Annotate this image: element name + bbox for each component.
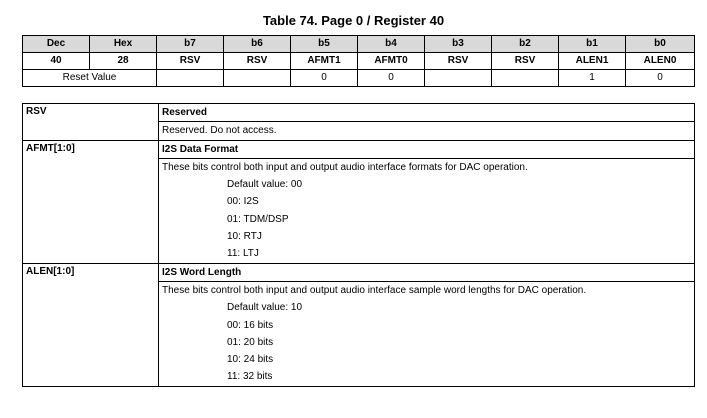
value-cell: ALEN0 <box>626 53 695 70</box>
value-cell: 40 <box>23 53 90 70</box>
value-cell: AFMT0 <box>358 53 425 70</box>
header-cell: b6 <box>224 36 291 53</box>
reset-value-cell <box>425 70 492 87</box>
field-row-afmt <box>23 140 695 263</box>
header-cell: b2 <box>492 36 559 53</box>
field-detail: 00: 16 bits <box>227 319 274 331</box>
header-cell: Dec <box>23 36 90 53</box>
field-name: RSV <box>23 104 159 141</box>
field-description-table <box>22 103 695 387</box>
value-cell: RSV <box>425 53 492 70</box>
reset-value-cell <box>492 70 559 87</box>
reset-value-cell: 0 <box>291 70 358 87</box>
header-cell: b4 <box>358 36 425 53</box>
field-name: AFMT[1:0] <box>23 140 159 263</box>
field-detail: Default value: 00 <box>227 179 303 191</box>
reset-value-cell: 1 <box>559 70 626 87</box>
header-cell: b5 <box>291 36 358 53</box>
header-cell: b1 <box>559 36 626 53</box>
field-title: Reserved <box>162 107 208 118</box>
header-cell: b7 <box>157 36 224 53</box>
field-name: ALEN[1:0] <box>23 263 159 386</box>
reset-value-row <box>23 70 695 87</box>
field-detail: 01: 20 bits <box>227 336 274 348</box>
field-description: These bits control both input and output audio interface formats for DAC operation. <box>159 158 694 176</box>
reset-value-label: Reset Value <box>23 70 157 87</box>
field-detail: 11: 32 bits <box>227 371 273 383</box>
register-header-row <box>23 36 695 53</box>
field-detail: 10: 24 bits <box>227 354 274 366</box>
field-description: Reserved. Do not access. <box>159 121 694 139</box>
field-row-alen <box>23 263 695 386</box>
field-detail: 11: LTJ <box>227 248 259 260</box>
value-cell: RSV <box>224 53 291 70</box>
value-cell: AFMT1 <box>291 53 358 70</box>
value-cell: ALEN1 <box>559 53 626 70</box>
reset-value-cell <box>224 70 291 87</box>
reset-value-cell <box>157 70 224 87</box>
field-detail: 10: RTJ <box>227 231 262 243</box>
register-table <box>22 35 695 87</box>
header-cell: b3 <box>425 36 492 53</box>
field-detail: 00: I2S <box>227 196 259 208</box>
value-cell: 28 <box>90 53 157 70</box>
header-cell: Hex <box>90 36 157 53</box>
field-title: I2S Word Length <box>162 266 242 278</box>
register-bits-row <box>23 53 695 70</box>
field-description: These bits control both input and output audio interface sample word lengths for DAC operation. <box>159 281 694 299</box>
field-row-rsv <box>23 104 695 141</box>
field-detail: Default value: 10 <box>227 302 303 314</box>
reset-value-cell: 0 <box>358 70 425 87</box>
field-title: I2S Data Format <box>162 143 239 155</box>
field-detail: 01: TDM/DSP <box>227 213 289 225</box>
reset-value-cell: 0 <box>626 70 695 87</box>
table-title: Table 74. Page 0 / Register 40 <box>262 13 445 28</box>
value-cell: RSV <box>157 53 224 70</box>
header-cell: b0 <box>626 36 695 53</box>
value-cell: RSV <box>492 53 559 70</box>
